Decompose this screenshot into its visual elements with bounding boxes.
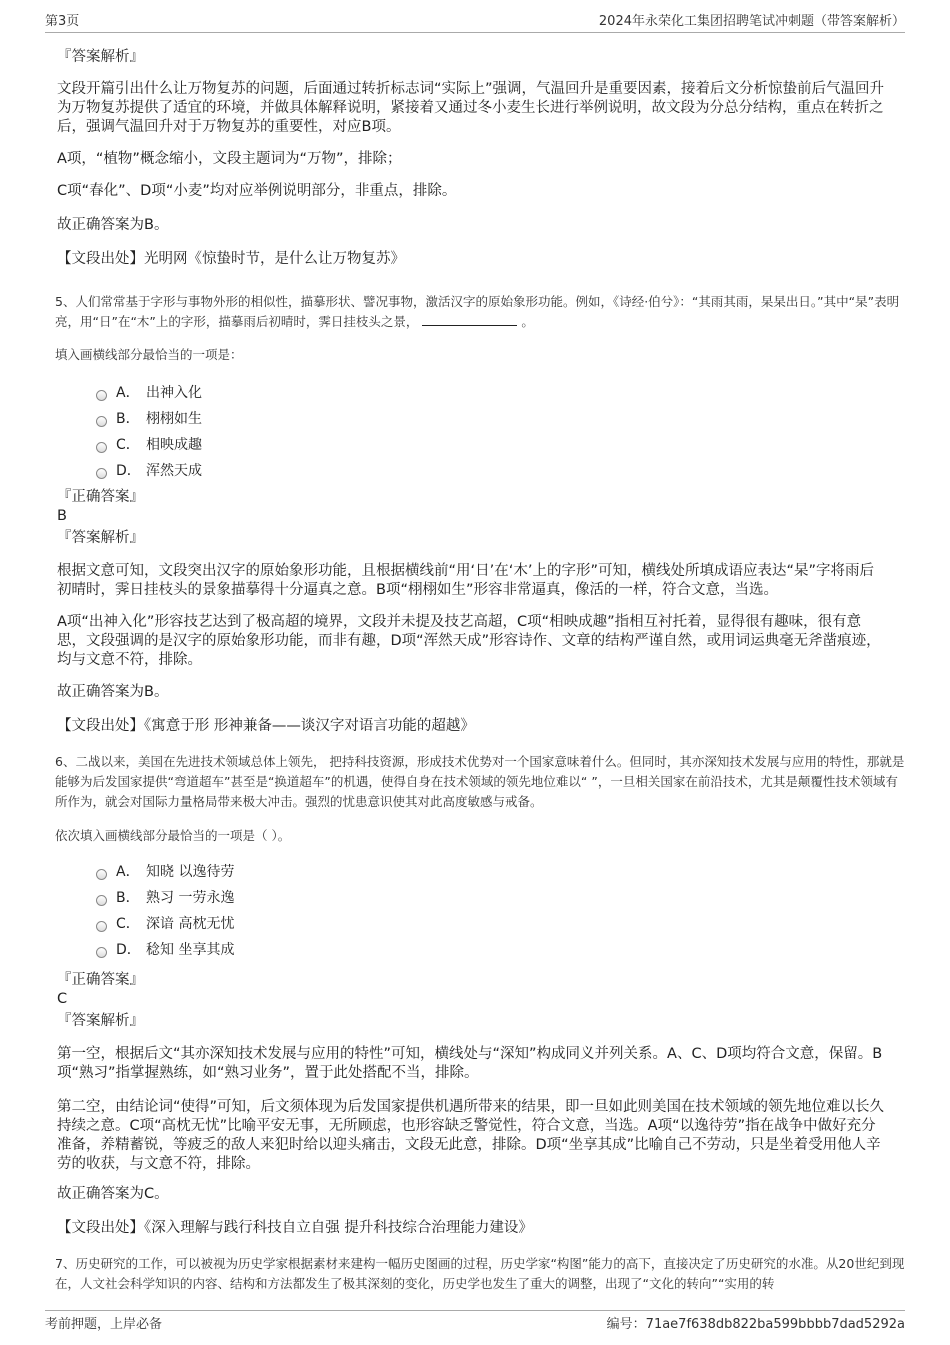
analysis-paragraph: C项“春化”、D项“小麦”均对应举例说明部分，非重点，排除。 [57,183,457,199]
footer-divider [45,1310,905,1311]
analysis-label: 『答案解析』 [57,530,144,546]
analysis-paragraph: A项，“植物”概念缩小，文段主题词为“万物”，排除； [57,151,402,167]
answer-conclusion: 故正确答案为C。 [57,1186,169,1202]
source-citation: 【文段出处】光明网《惊蛰时节，是什么让万物复苏》 [57,251,405,267]
question-prompt: 填入画横线部分最恰当的一项是： [55,347,243,362]
source-citation: 【文段出处】《深入理解与践行科技自立自强 提升科技综合治理能力建设》 [57,1220,533,1236]
radio-button[interactable] [96,390,107,401]
correct-answer: C [57,991,68,1007]
analysis-label: 『答案解析』 [57,1013,144,1029]
option-c[interactable]: C． 深谙 高枕无忧 [96,914,234,934]
analysis-paragraph: 第一空，根据后文“其亦深知技术发展与应用的特性”可知，横线处与“深知”构成同义并列关系。A、C、D项均符合文意，保留。B项“熟习”指掌握熟练，如“熟习业务”，置于此处搭配不当，排除。 [57,1046,883,1081]
answer-conclusion: 故正确答案为B。 [57,684,169,700]
option-b[interactable]: B． 栩栩如生 [96,409,202,429]
radio-button[interactable] [96,442,107,453]
option-a[interactable]: A． 出神入化 [96,383,202,403]
option-c[interactable]: C． 相映成趣 [96,435,202,455]
radio-button[interactable] [96,921,107,932]
question-6-stem: 6、二战以来，美国在先进技术领域总体上领先， 把持科技资源，形成技术优势对一个国家意味着什么。但同时，其亦深知技术发展与应用的特性，那就是能够为后发国家提供“弯道超车”甚至是“换道超车”的机遇，使得自身在技术领域的领先地位难以“ ”，一旦相关国家在前沿技术，尤其是颠覆性技术领域有所作为，就会对国际力量格局带来极大冲击。强烈的忧患意识使其对此高度敏感与戒备。 [55,754,905,809]
question-prompt: 依次填入画横线部分最恰当的一项是（ ）。 [55,828,291,843]
question-7-stem: 7、历史研究的工作，可以被视为历史学家根据素材来建构一幅历史图画的过程，历史学家“构图”能力的高下，直接决定了历史研究的水准。从20世纪到现在，人文社会科学知识的内容、结构和方法都发生了极其深刻的变化，历史学也发生了重大的调整，出现了“文化的转向”“实用的转 [55,1256,905,1291]
option-a[interactable]: A． 知晓 以逸待劳 [96,862,234,882]
radio-button[interactable] [96,947,107,958]
fill-blank [422,313,517,326]
question-5-stem: 5、人们常常基于字形与事物外形的相似性，描摹形状、譬况事物，激活汉字的原始象形功能。例如，《诗经·伯兮》：“其雨其雨，杲杲出日。”其中“杲”表明亮，用“日”在“木”上的字形，描摹雨后初晴时，霁日挂枝头之景， 。 [55,294,900,329]
document-title: 2024年永荣化工集团招聘笔试冲刺题（带答案解析） [598,14,905,29]
document-id: 编号：71ae7f638db822ba599bbbb7dad5292a [606,1317,905,1332]
radio-button[interactable] [96,895,107,906]
correct-answer-label: 『正确答案』 [57,489,144,505]
option-b[interactable]: B． 熟习 一劳永逸 [96,888,234,908]
analysis-paragraph: A项“出神入化”形容技艺达到了极高超的境界，文段并未提及技艺高超，C项“相映成趣”指相互衬托着，显得很有趣味，很有意思，文段强调的是汉字的原始象形功能，而非有趣，D项“浑然天成”形容诗作、文章的结构严谨自然，或用词运典毫无斧凿痕迹，均与文意不符，排除。 [57,614,881,668]
answer-conclusion: 故正确答案为B。 [57,217,169,233]
radio-button[interactable] [96,416,107,427]
analysis-paragraph: 根据文意可知，文段突出汉字的原始象形功能，且根据横线前“用‘日’在‘木’上的字形”可知，横线处所填成语应表达“杲”字将雨后初晴时，霁日挂枝头的景象描摹得十分逼真之意。B项“栩栩如生”形容非常逼真，像活的一样，符合文意，当选。 [57,563,874,598]
page-number: 第3页 [45,14,80,29]
analysis-paragraph: 第二空，由结论词“使得”可知，后文须体现为后发国家提供机遇所带来的结果，即一旦如此则美国在技术领域的领先地位难以长久持续之意。C项“高枕无忧”比喻平安无事，无所顾虑，也形容缺乏警觉性，符合文意，当选。A项“以逸待劳”指在战争中做好充分准备，养精蓄锐，等疲乏的敌人来犯时给以迎头痛击，文段无此意，排除。D项“坐享其成”比喻自己不劳动，只是坐着受用他人辛劳的收获，与文意不符，排除。 [57,1099,885,1172]
analysis-paragraph: 文段开篇引出什么让万物复苏的问题，后面通过转折标志词“实际上”强调，气温回升是重要因素，接着后文分析惊蛰前后气温回升为万物复苏提供了适宜的环境，并做具体解释说明，紧接着又通过冬小麦生长进行举例说明，故文段为分总分结构，重点在转折之后，强调气温回升对于万物复苏的重要性，对应B项。 [57,81,885,135]
radio-button[interactable] [96,869,107,880]
header-divider [45,32,905,33]
option-d[interactable]: D． 稔知 坐享其成 [96,940,234,960]
source-citation: 【文段出处】《寓意于形 形神兼备——谈汉字对语言功能的超越》 [57,718,475,734]
footer-slogan: 考前押题，上岸必备 [45,1317,163,1332]
correct-answer: B [57,508,67,524]
analysis-label: 『答案解析』 [57,49,144,65]
correct-answer-label: 『正确答案』 [57,972,144,988]
option-d[interactable]: D． 浑然天成 [96,461,202,481]
radio-button[interactable] [96,468,107,479]
